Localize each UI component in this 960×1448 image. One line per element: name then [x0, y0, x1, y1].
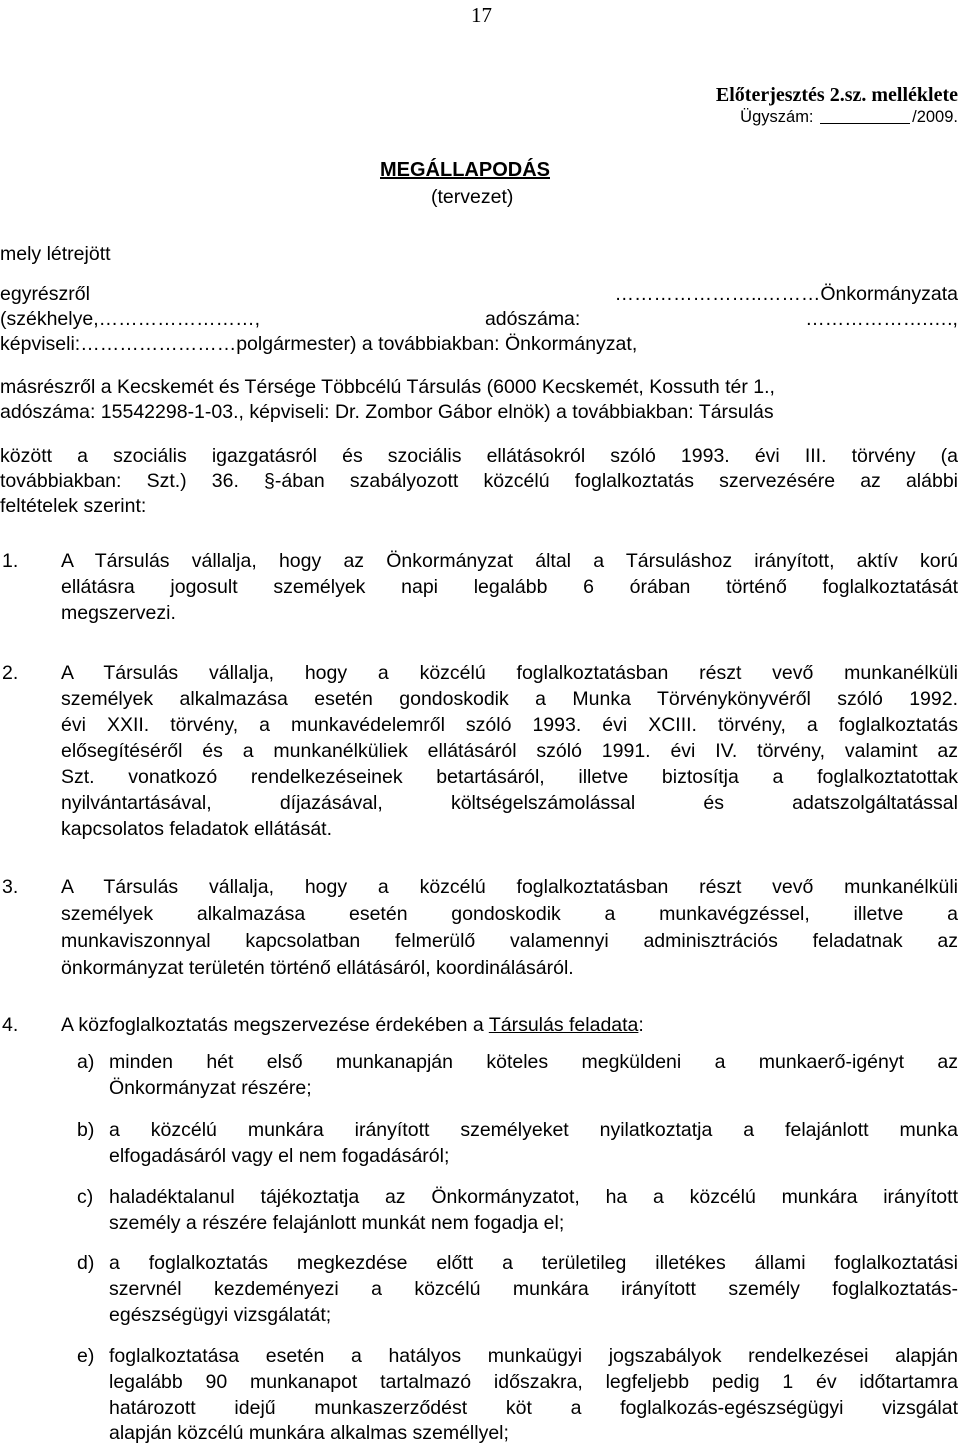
subpoint-d-line: egészségügyi vizsgálatát; — [109, 1304, 332, 1326]
point-1-line: A Társulás vállalja, hogy az Önkormányzat által a Társuláshoz irányított, aktív korú — [61, 550, 958, 572]
point-3-line: munkaviszonnyal kapcsolatban felmerülő valamennyi adminisztrációs feladatnak az — [61, 930, 958, 952]
point-2-line: kapcsolatos feladatok ellátását. — [61, 818, 333, 840]
page-number: 17 — [471, 3, 492, 27]
party1-tax-label: adószáma: — [484, 308, 581, 330]
point-4-colon: : — [638, 1014, 644, 1036]
point-2-line: A Társulás vállalja, hogy a közcélú foglalkoztatásban részt vevő munkanélküli — [61, 662, 958, 684]
point-2-line: nyilvántartásával, díjazásával, költségelszámolással és adatszolgáltatással — [61, 792, 958, 814]
subpoint-e-line: legalább 90 munkanapot tartalmazó időszakra, legfeljebb pedig 1 év időtartamra — [109, 1371, 958, 1393]
party1-seat-field: (székhelye,……………………, — [0, 308, 261, 330]
subpoint-d-line: a foglalkoztatás megkezdése előtt a területileg illetékes állami foglalkoztatási — [109, 1252, 958, 1274]
party1-label: egyrészről — [0, 283, 90, 305]
subpoint-b-line: elfogadásáról vagy el nem fogadásáról; — [109, 1145, 450, 1167]
subpoint-b-label: b) — [77, 1119, 95, 1141]
point-2-line: évi XXII. törvény, a munkavédelemről szóló 1993. évi XCIII. törvény, a foglalkoztatás — [61, 714, 958, 736]
point-2-number: 2. — [2, 662, 19, 684]
point-2-line: elősegítéséről és a munkanélküliek ellátásáról szóló 1991. évi IV. törvény, valamint az — [61, 740, 958, 762]
point-3-line: önkormányzat területén történő ellátásáról, koordinálásáról. — [61, 957, 574, 979]
preamble-line3: feltételek szerint: — [0, 495, 147, 517]
point-3-line: személyek alkalmazása esetén gondoskodik a munkavégzéssel, illetve a — [61, 903, 958, 925]
party2-line2: adószáma: 15542298-1-03., képviseli: Dr. Zombor Gábor elnök) a továbbiakban: Társulás — [0, 401, 774, 423]
subpoint-c-line: haladéktalanul tájékoztatja az Önkormányzatot, ha a közcélú munkára irányított — [109, 1186, 958, 1208]
preamble-line2: továbbiakban: Szt.) 36. §-ában szabályozott közcélú foglalkoztatás szervezésére az alábbi — [0, 470, 958, 492]
party1-line1 — [0, 281, 958, 307]
party1-tax-field: ……………….…., — [805, 308, 958, 330]
document-subtitle: (tervezet) — [431, 186, 514, 208]
party2-line1: másrészről a Kecskemét és Térsége Többcélú Társulás (6000 Kecskemét, Kossuth tér 1., — [0, 376, 775, 398]
subpoint-e-label: e) — [77, 1345, 95, 1367]
subpoint-e-line: foglalkoztatása esetén a hatályos munkaügyi jogszabályok rendelkezései alapján — [109, 1345, 958, 1367]
intro-text: mely létrejött — [0, 243, 111, 265]
point-1-number: 1. — [2, 550, 19, 572]
subpoint-b-line: a közcélú munkára irányított személyeket nyilatkoztatja a felajánlott munka — [109, 1119, 958, 1141]
point-4-number: 4. — [2, 1014, 19, 1036]
subpoint-c-line: személy a részére felajánlott munkát nem fogadja el; — [109, 1212, 565, 1234]
case-number-suffix: /2009. — [912, 108, 958, 126]
point-4-underlined: Társulás feladata — [488, 1014, 639, 1036]
subpoint-a-line: minden hét első munkanapján köteles megküldeni a munkaerő-igényt az — [109, 1051, 958, 1073]
subpoint-d-label: d) — [77, 1252, 95, 1274]
point-1-line: ellátásra jogosult személyek napi legalább 6 órában történő foglalkoztatását — [61, 576, 958, 598]
document-title: MEGÁLLAPODÁS — [380, 159, 550, 181]
subpoint-e-line: alapján közcélú munkára alkalmas személlyel; — [109, 1422, 509, 1444]
case-number — [740, 106, 958, 128]
party1-name-field: …………………..………Önkormányzata — [614, 283, 958, 305]
party1-line2 — [0, 306, 958, 332]
subpoint-c-label: c) — [77, 1186, 94, 1208]
point-2-line: személyek alkalmazása esetén gondoskodik a Munka Törvénykönyvéről szóló 1992. — [61, 688, 958, 710]
point-1-line: megszervezi. — [61, 602, 176, 624]
case-number-blank — [820, 123, 910, 124]
point-3-number: 3. — [2, 876, 19, 898]
point-2-line: Szt. vonatkozó rendelkezéseinek betartásáról, illetve biztosítja a foglalkoztatottak — [61, 766, 958, 788]
subpoint-a-label: a) — [77, 1051, 95, 1073]
case-number-label: Ügyszám: — [740, 108, 814, 126]
subpoint-a-line: Önkormányzat részére; — [109, 1077, 312, 1099]
point-4-text: A közfoglalkoztatás megszervezése érdekében a — [61, 1014, 489, 1036]
party1-line3: képviseli:……………………polgármester) a továbbiakban: Önkormányzat, — [0, 333, 638, 355]
annex-heading: Előterjesztés 2.sz. melléklete — [715, 84, 958, 106]
point-3-line: A Társulás vállalja, hogy a közcélú foglalkoztatásban részt vevő munkanélküli — [61, 876, 958, 898]
point-4-line — [61, 1012, 644, 1038]
preamble-line1: között a szociális igazgatásról és szociális ellátásokról szóló 1993. évi III. törvény (a — [0, 445, 958, 467]
subpoint-d-line: szervnél kezdeményezi a közcélú munkára irányított személy foglalkoztatás- — [109, 1278, 958, 1300]
subpoint-e-line: határozott idejű munkaszerződést köt a foglalkozás-egészségügyi vizsgálat — [109, 1397, 958, 1419]
